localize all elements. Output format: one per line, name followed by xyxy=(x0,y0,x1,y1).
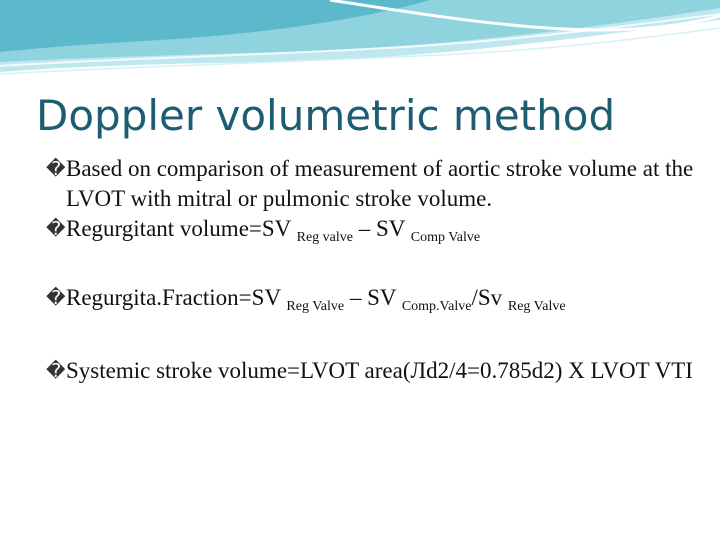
bullet-text: Systemic stroke volume=LVOT area(Лd2/4=0.785d2) X LVOT VTI xyxy=(66,358,693,383)
formula-operator: – SV xyxy=(358,216,405,241)
bullet-point-regurgitant-fraction xyxy=(46,283,696,322)
bullet-text: Based on comparison of measurement of aortic stroke volume at the LVOT with mitral or pulmonic stroke volume. xyxy=(66,156,694,211)
bullet-marker: � xyxy=(46,219,66,240)
formula-subscript: Reg valve xyxy=(296,230,353,245)
formula-subscript: Reg Valve xyxy=(507,299,566,314)
formula-subscript: Reg Valve xyxy=(286,299,345,314)
bullet-point-systemic-stroke-volume xyxy=(46,356,696,386)
formula-divisor: /Sv xyxy=(471,285,503,310)
formula-subscript: Comp Valve xyxy=(410,230,481,245)
header-wave-decoration xyxy=(0,0,720,80)
formula-lead: Regurgita.Fraction=SV xyxy=(66,285,281,310)
bullet-marker: � xyxy=(46,288,66,309)
bullet-point-comparison xyxy=(46,154,696,214)
formula-operator: – SV xyxy=(349,285,397,310)
formula-subscript: Comp.Valve xyxy=(401,299,472,314)
bullet-marker: � xyxy=(46,361,66,382)
formula-lead: Regurgitant volume=SV xyxy=(66,216,291,241)
slide-body xyxy=(46,154,696,386)
bullet-marker: � xyxy=(46,159,66,180)
bullet-point-regurgitant-volume xyxy=(46,214,696,253)
slide-title: Doppler volumetric method xyxy=(36,91,616,140)
